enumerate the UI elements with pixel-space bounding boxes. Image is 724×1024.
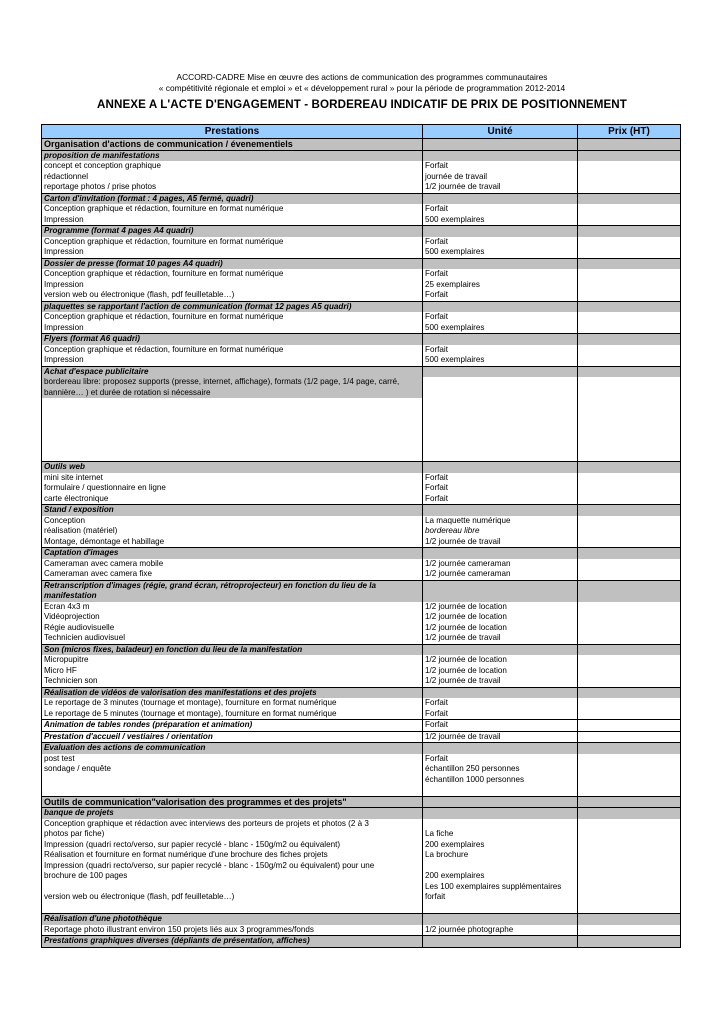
prestation-cell: Impression (quadri recto/verso, sur papier recyclé - blanc - 150g/m2 ou équivalent)	[42, 840, 423, 851]
table-row	[42, 526, 681, 537]
unite-cell: Forfait	[423, 709, 578, 720]
table-row	[42, 775, 681, 786]
unite-cell: 1/2 journée cameraman	[423, 569, 578, 580]
unite-cell	[423, 785, 578, 796]
prestation-cell: Conception graphique et rédaction, fourniture en format numérique	[42, 204, 423, 215]
prix-cell[interactable]	[578, 548, 681, 559]
prestation-cell: Réalisation et fourniture en format numérique d'une brochure des fiches projets	[42, 850, 423, 861]
category-row	[42, 808, 681, 819]
unite-cell	[423, 301, 578, 312]
unite-cell: Forfait	[423, 161, 578, 172]
category-row	[42, 258, 681, 269]
prix-cell[interactable]	[578, 633, 681, 644]
prix-cell[interactable]	[578, 526, 681, 537]
prix-cell[interactable]	[578, 775, 681, 786]
unite-cell	[423, 903, 578, 914]
table-row	[42, 537, 681, 548]
unite-cell: Forfait	[423, 483, 578, 494]
table-row	[42, 312, 681, 323]
table-row	[42, 754, 681, 765]
prix-cell[interactable]	[578, 914, 681, 925]
prix-cell[interactable]	[578, 172, 681, 183]
unite-cell: bordereau libre	[423, 526, 578, 537]
prestation-cell: Son (micros fixes, baladeur) en fonction du lieu de la manifestation	[42, 644, 423, 655]
prix-cell[interactable]	[578, 731, 681, 743]
unite-cell	[423, 377, 578, 398]
prix-cell[interactable]	[578, 925, 681, 936]
prestation-cell: Prestations graphiques diverses (dépliants de présentation, affiches)	[42, 936, 423, 948]
unite-cell	[423, 366, 578, 377]
table-row	[42, 247, 681, 258]
category-row	[42, 505, 681, 516]
prix-cell[interactable]	[578, 580, 681, 602]
prestation-cell: concept et conception graphique	[42, 161, 423, 172]
prix-cell[interactable]	[578, 150, 681, 161]
category-row	[42, 720, 681, 732]
prix-cell[interactable]	[578, 462, 681, 473]
table-body	[42, 139, 681, 948]
category-row	[42, 226, 681, 237]
prix-cell[interactable]	[578, 312, 681, 323]
section-header-row	[42, 139, 681, 151]
prestation-cell: Outils web	[42, 462, 423, 473]
prix-cell[interactable]	[578, 483, 681, 494]
prix-cell[interactable]	[578, 840, 681, 851]
prestation-cell: Retranscription d'images (régie, grand écran, rétroprojecteur) en fonction du lieu de la manifestation	[42, 580, 423, 602]
table-row	[42, 871, 681, 882]
prestation-cell: Stand / exposition	[42, 505, 423, 516]
prix-cell[interactable]	[578, 516, 681, 527]
prestation-cell: Conception graphique et rédaction avec interviews des porteurs de projets et photos (2 à 3	[42, 819, 423, 830]
prix-cell[interactable]	[578, 226, 681, 237]
unite-cell	[423, 398, 578, 462]
unite-cell: 500 exemplaires	[423, 355, 578, 366]
price-table	[41, 124, 681, 948]
unite-cell	[423, 914, 578, 925]
unite-cell: Forfait	[423, 494, 578, 505]
prix-cell[interactable]	[578, 861, 681, 872]
category-row	[42, 936, 681, 948]
table-row	[42, 861, 681, 872]
prestation-cell: Organisation d'actions de communication / évenementiels	[42, 139, 423, 151]
prestation-cell	[42, 398, 423, 462]
table-row	[42, 850, 681, 861]
table-row	[42, 882, 681, 893]
unite-cell	[423, 936, 578, 948]
blank-row	[42, 903, 681, 914]
prix-cell[interactable]	[578, 623, 681, 634]
table-row	[42, 892, 681, 903]
table-row	[42, 612, 681, 623]
unite-cell	[423, 462, 578, 473]
unite-cell	[423, 150, 578, 161]
unite-cell	[423, 580, 578, 602]
column-header-prestations: Prestations	[42, 125, 423, 139]
prix-cell[interactable]	[578, 323, 681, 334]
unite-cell: 1/2 journée de location	[423, 612, 578, 623]
prestation-cell: Carton d'invitation (format : 4 pages, A5 fermé, quadri)	[42, 193, 423, 204]
prestation-cell: Ecran 4x3 m	[42, 602, 423, 613]
prix-cell[interactable]	[578, 505, 681, 516]
table-row	[42, 483, 681, 494]
prix-cell[interactable]	[578, 808, 681, 819]
category-row	[42, 366, 681, 377]
prix-cell[interactable]	[578, 215, 681, 226]
prestation-cell: Réalisation de vidéos de valorisation des manifestations et des projets	[42, 687, 423, 698]
prix-cell[interactable]	[578, 355, 681, 366]
prix-cell[interactable]	[578, 398, 681, 462]
blank-row	[42, 785, 681, 796]
prix-cell[interactable]	[578, 903, 681, 914]
prestation-cell: Le reportage de 3 minutes (tournage et montage), fourniture en format numérique	[42, 698, 423, 709]
prix-cell[interactable]	[578, 764, 681, 775]
unite-cell: La fiche	[423, 829, 578, 840]
table-row	[42, 172, 681, 183]
unite-cell: 200 exemplaires	[423, 871, 578, 882]
unite-cell	[423, 687, 578, 698]
prix-cell[interactable]	[578, 301, 681, 312]
prestation-cell: Outils de communication"valorisation des programmes et des projets"	[42, 796, 423, 808]
unite-cell: 1/2 journée de travail	[423, 731, 578, 743]
table-row	[42, 323, 681, 334]
prix-cell[interactable]	[578, 258, 681, 269]
prix-cell[interactable]	[578, 345, 681, 356]
prix-cell[interactable]	[578, 569, 681, 580]
unite-cell	[423, 193, 578, 204]
prestation-cell: Dossier de presse (format 10 pages A4 quadri)	[42, 258, 423, 269]
category-row	[42, 193, 681, 204]
prestation-cell: Captation d'images	[42, 548, 423, 559]
prix-cell[interactable]	[578, 892, 681, 903]
table-row	[42, 494, 681, 505]
prestation-cell	[42, 775, 423, 786]
prestation-cell: Impression	[42, 280, 423, 291]
prestation-cell: brochure de 100 pages	[42, 871, 423, 882]
table-row	[42, 269, 681, 280]
unite-cell: 1/2 journée de travail	[423, 537, 578, 548]
unite-cell	[423, 258, 578, 269]
table-row	[42, 215, 681, 226]
unite-cell: 1/2 journée de location	[423, 655, 578, 666]
unite-cell: La brochure	[423, 850, 578, 861]
prix-cell[interactable]	[578, 709, 681, 720]
unite-cell	[423, 796, 578, 808]
prix-cell[interactable]	[578, 280, 681, 291]
table-row	[42, 925, 681, 936]
prix-cell[interactable]	[578, 559, 681, 570]
table-row	[42, 559, 681, 570]
table-row	[42, 345, 681, 356]
unite-cell: 200 exemplaires	[423, 840, 578, 851]
table-row	[42, 829, 681, 840]
prix-cell[interactable]	[578, 537, 681, 548]
prix-cell[interactable]	[578, 193, 681, 204]
prestation-cell: Conception graphique et rédaction, fourniture en format numérique	[42, 312, 423, 323]
table-row	[42, 655, 681, 666]
unite-cell: 1/2 journée de travail	[423, 676, 578, 687]
category-row	[42, 301, 681, 312]
unite-cell: Les 100 exemplaires supplémentaires	[423, 882, 578, 893]
prestation-cell: Régie audiovisuelle	[42, 623, 423, 634]
unite-cell: 500 exemplaires	[423, 323, 578, 334]
prestation-cell: Réalisation d'une photothèque	[42, 914, 423, 925]
table-row	[42, 819, 681, 830]
prix-cell[interactable]	[578, 666, 681, 677]
prestation-cell: Reportage photo illustrant environ 150 projets liés aux 3 programmes/fonds	[42, 925, 423, 936]
prestation-cell: post test	[42, 754, 423, 765]
prestation-cell: Cameraman avec camera fixe	[42, 569, 423, 580]
prix-cell[interactable]	[578, 473, 681, 484]
prestation-cell: sondage / enquête	[42, 764, 423, 775]
prix-cell[interactable]	[578, 882, 681, 893]
category-row	[42, 644, 681, 655]
prestation-cell: Technicien audiovisuel	[42, 633, 423, 644]
prestation-cell: plaquettes se rapportant l'action de communication (format 12 pages A5 quadri)	[42, 301, 423, 312]
unite-cell: Forfait	[423, 698, 578, 709]
unite-cell: 1/2 journée photographe	[423, 925, 578, 936]
table-row	[42, 161, 681, 172]
unite-cell	[423, 548, 578, 559]
unite-cell: Forfait	[423, 269, 578, 280]
category-row	[42, 334, 681, 345]
prix-cell[interactable]	[578, 850, 681, 861]
unite-cell: Forfait	[423, 204, 578, 215]
prestation-cell: Le reportage de 5 minutes (tournage et montage), fourniture en format numérique	[42, 709, 423, 720]
prix-cell[interactable]	[578, 785, 681, 796]
column-header-unite: Unité	[423, 125, 578, 139]
prestation-cell: version web ou électronique (flash, pdf feuilletable…)	[42, 290, 423, 301]
prestation-cell: Technicien son	[42, 676, 423, 687]
table-row	[42, 473, 681, 484]
prestation-cell: Impression	[42, 247, 423, 258]
prestation-cell: proposition de manifestations	[42, 150, 423, 161]
table-row	[42, 764, 681, 775]
prix-cell[interactable]	[578, 698, 681, 709]
prestation-cell: Micro HF	[42, 666, 423, 677]
prix-cell[interactable]	[578, 182, 681, 193]
prestation-cell	[42, 903, 423, 914]
unite-cell	[423, 139, 578, 151]
prestation-cell: Montage, démontage et habillage	[42, 537, 423, 548]
prestation-cell: Prestation d'accueil / vestiaires / orientation	[42, 731, 423, 743]
prix-cell[interactable]	[578, 754, 681, 765]
unite-cell: échantillon 1000 personnes	[423, 775, 578, 786]
prix-cell[interactable]	[578, 377, 681, 398]
category-row	[42, 548, 681, 559]
document-title: ANNEXE A L'ACTE D'ENGAGEMENT - BORDEREAU INDICATIF DE PRIX DE POSITIONNEMENT	[97, 98, 627, 111]
prix-cell[interactable]	[578, 936, 681, 948]
unite-cell	[423, 334, 578, 345]
unite-cell: Forfait	[423, 473, 578, 484]
unite-cell: 1/2 journée cameraman	[423, 559, 578, 570]
table-row	[42, 377, 681, 398]
category-row	[42, 462, 681, 473]
table-row	[42, 182, 681, 193]
prestation-cell: Impression	[42, 355, 423, 366]
prix-cell[interactable]	[578, 871, 681, 882]
prix-cell[interactable]	[578, 161, 681, 172]
column-header-prix: Prix (HT)	[578, 125, 681, 139]
table-row	[42, 633, 681, 644]
unite-cell: 1/2 journée de location	[423, 666, 578, 677]
prix-cell[interactable]	[578, 494, 681, 505]
table-row	[42, 623, 681, 634]
unite-cell: Forfait	[423, 312, 578, 323]
prestation-cell: mini site internet	[42, 473, 423, 484]
unite-cell	[423, 861, 578, 872]
prestation-cell: reportage photos / prise photos	[42, 182, 423, 193]
prestation-cell	[42, 785, 423, 796]
prix-cell[interactable]	[578, 676, 681, 687]
table-row	[42, 840, 681, 851]
category-row	[42, 743, 681, 754]
prestation-cell: photos par fiche)	[42, 829, 423, 840]
unite-cell: forfait	[423, 892, 578, 903]
header-line-1: ACCORD-CADRE Mise en œuvre des actions de communication des programmes communautaires	[176, 72, 548, 82]
prestation-cell: version web ou électronique (flash, pdf feuilletable…)	[42, 892, 423, 903]
unite-cell: 25 exemplaires	[423, 280, 578, 291]
prix-cell[interactable]	[578, 290, 681, 301]
unite-cell	[423, 819, 578, 830]
prestation-cell: Achat d'espace publicitaire	[42, 366, 423, 377]
unite-cell	[423, 743, 578, 754]
prestation-cell: Conception graphique et rédaction, fourniture en format numérique	[42, 269, 423, 280]
prix-cell[interactable]	[578, 819, 681, 830]
prestation-cell: rédactionnel	[42, 172, 423, 183]
prix-cell[interactable]	[578, 655, 681, 666]
unite-cell: 1/2 journée de location	[423, 623, 578, 634]
prestation-cell: Impression (quadri recto/verso, sur papier recyclé - blanc - 150g/m2 ou équivalent) pour une	[42, 861, 423, 872]
prestation-cell: bordereau libre: proposez supports (presse, internet, affichage), formats (1/2 page, 1/4 page, carré, bannière… ) et durée de rotation si nécessaire	[42, 377, 423, 398]
table-row	[42, 569, 681, 580]
unite-cell: 500 exemplaires	[423, 247, 578, 258]
unite-cell	[423, 505, 578, 516]
unite-cell: 1/2 journée de location	[423, 602, 578, 613]
prix-cell[interactable]	[578, 644, 681, 655]
prestation-cell: Animation de tables rondes (préparation et animation)	[42, 720, 423, 732]
prestation-cell: Cameraman avec camera mobile	[42, 559, 423, 570]
table-row	[42, 516, 681, 527]
prix-cell[interactable]	[578, 829, 681, 840]
prix-cell[interactable]	[578, 720, 681, 732]
table-row	[42, 676, 681, 687]
prestation-cell: formulaire / questionnaire en ligne	[42, 483, 423, 494]
prestation-cell: Conception graphique et rédaction, fourniture en format numérique	[42, 345, 423, 356]
prestation-cell: Impression	[42, 323, 423, 334]
prix-cell[interactable]	[578, 139, 681, 151]
table-row	[42, 666, 681, 677]
section-header-row	[42, 796, 681, 808]
table-header-row	[42, 125, 681, 139]
prestation-cell: réalisation (matériel)	[42, 526, 423, 537]
blank-row	[42, 398, 681, 462]
category-row	[42, 687, 681, 698]
category-row	[42, 731, 681, 743]
unite-cell: Forfait	[423, 754, 578, 765]
prestation-cell: Evaluation des actions de communication	[42, 743, 423, 754]
table-row	[42, 698, 681, 709]
unite-cell	[423, 226, 578, 237]
prestation-cell: Conception graphique et rédaction, fourniture en format numérique	[42, 237, 423, 248]
unite-cell: journée de travail	[423, 172, 578, 183]
unite-cell: 500 exemplaires	[423, 215, 578, 226]
prix-cell[interactable]	[578, 602, 681, 613]
table-row	[42, 204, 681, 215]
prestation-cell: Conception	[42, 516, 423, 527]
unite-cell: Forfait	[423, 290, 578, 301]
table-row	[42, 602, 681, 613]
header-line-2: « compétitivité régionale et emploi » et « développement rural » pour la période de programmation 2012-2014	[158, 83, 566, 93]
prix-cell[interactable]	[578, 612, 681, 623]
table-row	[42, 355, 681, 366]
prix-cell[interactable]	[578, 247, 681, 258]
unite-cell	[423, 644, 578, 655]
unite-cell: 1/2 journée de travail	[423, 633, 578, 644]
prestation-cell: Micropupitre	[42, 655, 423, 666]
unite-cell	[423, 808, 578, 819]
prestation-cell: carte électronique	[42, 494, 423, 505]
prix-cell[interactable]	[578, 237, 681, 248]
prix-cell[interactable]	[578, 204, 681, 215]
unite-cell: Forfait	[423, 345, 578, 356]
prestation-cell: Vidéoprojection	[42, 612, 423, 623]
prix-cell[interactable]	[578, 366, 681, 377]
prix-cell[interactable]	[578, 334, 681, 345]
category-row	[42, 914, 681, 925]
unite-cell: échantillon 250 personnes	[423, 764, 578, 775]
table-row	[42, 709, 681, 720]
unite-cell: Forfait	[423, 237, 578, 248]
prestation-cell: Flyers (format A6 quadri)	[42, 334, 423, 345]
table-row	[42, 290, 681, 301]
prestation-cell: banque de projets	[42, 808, 423, 819]
prestation-cell: Programme (format 4 pages A4 quadri)	[42, 226, 423, 237]
category-row	[42, 150, 681, 161]
unite-cell: Forfait	[423, 720, 578, 732]
prix-cell[interactable]	[578, 743, 681, 754]
table-row	[42, 280, 681, 291]
unite-cell: 1/2 journée de travail	[423, 182, 578, 193]
prestation-cell: Impression	[42, 215, 423, 226]
prix-cell[interactable]	[578, 687, 681, 698]
unite-cell: La maquette numérique	[423, 516, 578, 527]
category-row	[42, 580, 681, 602]
prix-cell[interactable]	[578, 796, 681, 808]
table-row	[42, 237, 681, 248]
prestation-cell	[42, 882, 423, 893]
prix-cell[interactable]	[578, 269, 681, 280]
